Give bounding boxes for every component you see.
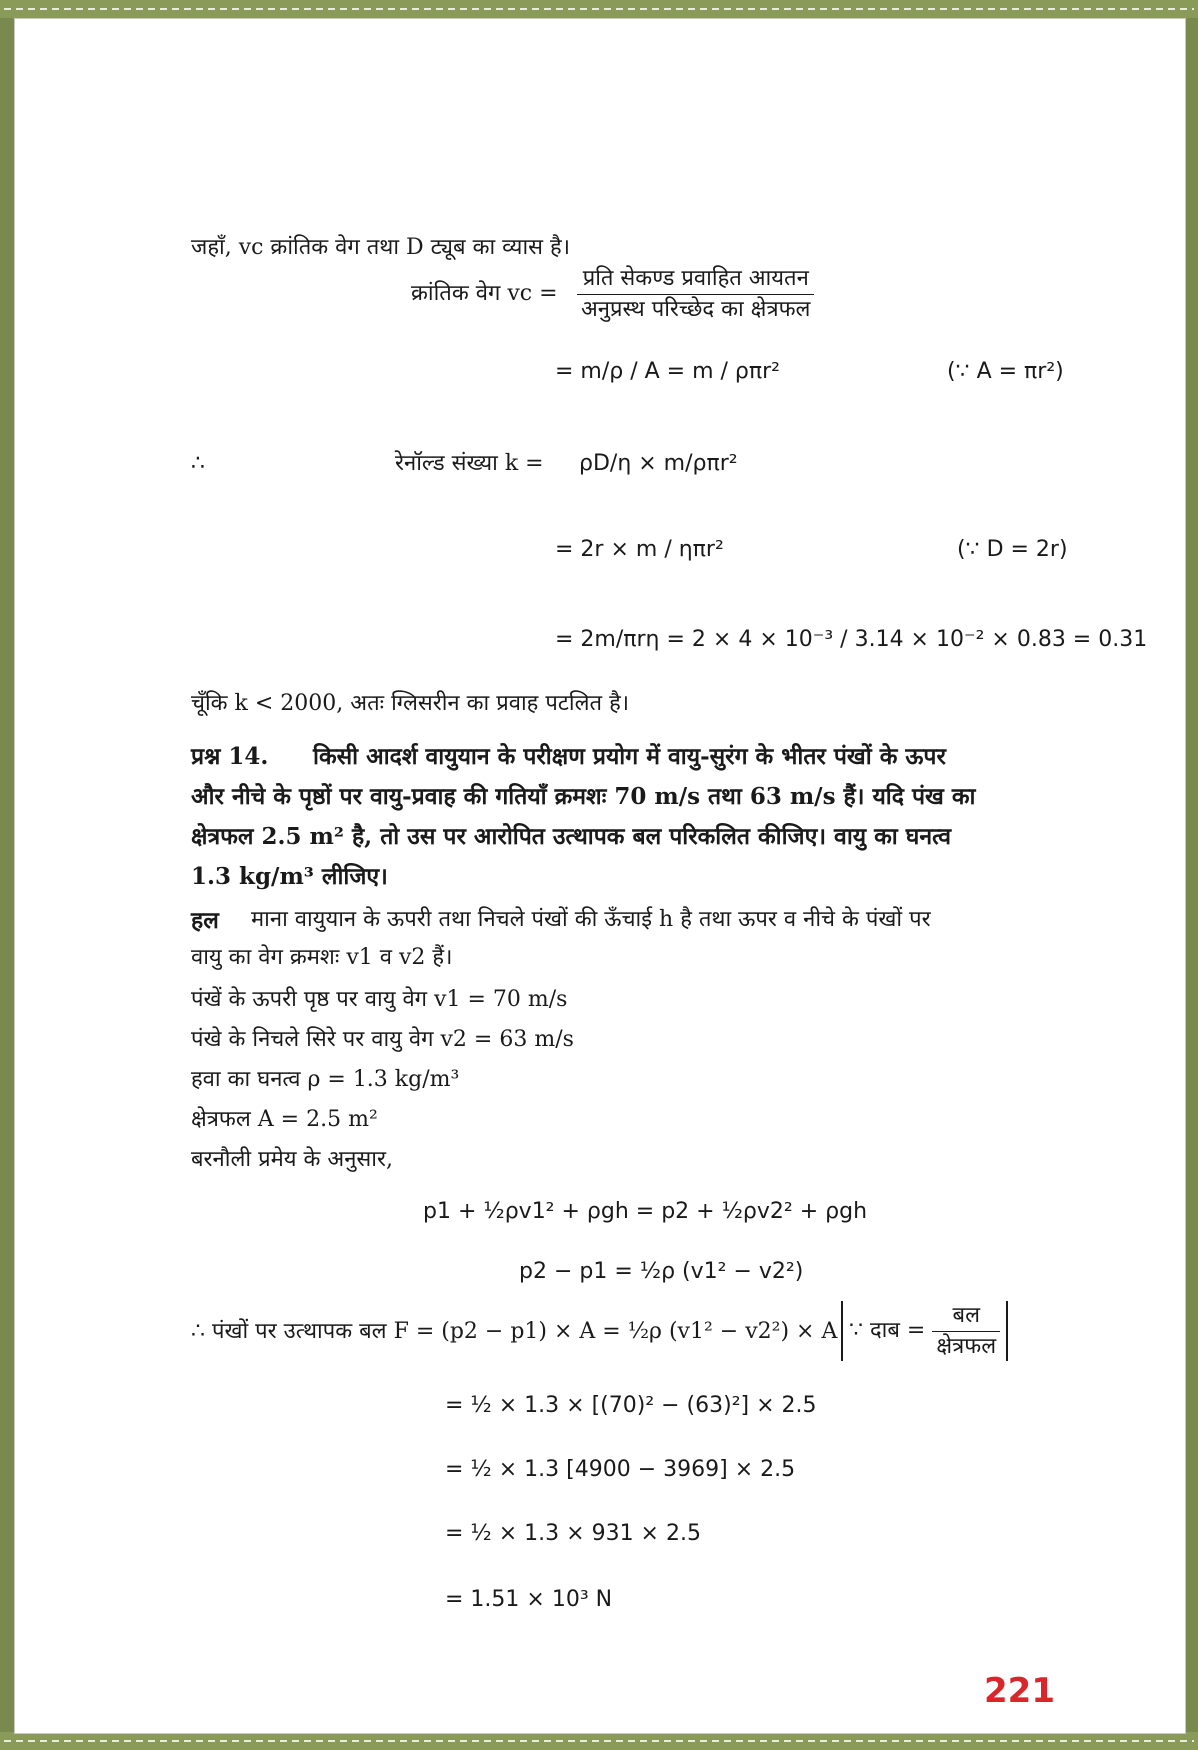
question-line4: 1.3 kg/m³ लीजिए। [191,863,388,890]
equation-2: p2 − p1 = ½ρ (v1² − v2²) [519,1259,804,1284]
calc-step1: = ½ × 1.3 × [(70)² − (63)²] × 2.5 [445,1393,817,1418]
equation-1: p1 + ½ρv1² + ρgh = p2 + ½ρv2² + ρgh [423,1199,868,1224]
page-number: 221 [984,1671,1055,1711]
question-line2: और नीचे के पृष्ठों पर वायु-प्रवाह की गतियाँ क्रमशः 70 m/s तथा 63 m/s हैं। यदि पंख का [191,783,976,810]
reynolds-expr2: = 2r × m / ηπr² [555,537,724,562]
question-line1: किसी आदर्श वायुयान के परीक्षण प्रयोग में वायु-सुरंग के भीतर पंखों के ऊपर [313,743,946,770]
pressure-note: ∵ दाब = $\frac{\text{बल}}{\text{क्षेत्रफल}}$ [841,1301,1008,1361]
question-line3: क्षेत्रफल 2.5 m² है, तो उस पर आरोपित उत्थापक बल परिकलित कीजिए। वायु का घनत्व [191,823,952,850]
reynolds-expr3: = 2m/πrη = 2 × 4 × 10⁻³ / 3.14 × 10⁻² × 0.83 = 0.31 [555,627,1148,652]
cv-step2-note: (∵ A = πr²) [947,359,1064,384]
solution-line1: माना वायुयान के ऊपरी तथा निचले पंखों की ऊँचाई h है तथा ऊपर व नीचे के पंखों पर [251,907,931,932]
solution-v2: पंखे के निचले सिरे पर वायु वेग v2 = 63 m/s [191,1027,574,1052]
force-label: ∴ पंखों पर उत्थापक बल F = (p2 − p1) × A = ½ρ (v1² − v2²) × A [191,1319,838,1344]
cv-numerator: प्रति सेकण्ड प्रवाहित आयतन [577,264,814,295]
top-border [0,0,1198,18]
page [14,18,1186,1734]
cv-denominator: अनुप्रस्थ परिच्छेद का क्षेत्रफल [581,296,811,322]
critical-velocity-label: क्रांतिक वेग vc = [411,281,558,306]
solution-bernoulli: बरनौली प्रमेय के अनुसार, [191,1147,393,1172]
calc-step2: = ½ × 1.3 [4900 − 3969] × 2.5 [445,1457,796,1482]
solution-line2: वायु का वेग क्रमशः v1 व v2 हैं। [191,945,453,970]
solution-rho: हवा का घनत्व ρ = 1.3 kg/m³ [191,1067,460,1092]
pressure-denominator: क्षेत्रफल [936,1333,997,1359]
solution-v1: पंखें के ऊपरी पृष्ठ पर वायु वेग v1 = 70 m/s [191,987,568,1012]
calc-step3: = ½ × 1.3 × 931 × 2.5 [445,1521,701,1546]
solution-head: हल [191,907,219,934]
reynolds-label: रेनॉल्ड संख्या k = [395,451,544,476]
bottom-border [0,1732,1198,1750]
reynolds-expr1: ρD/η × m/ρπr² [579,451,738,476]
solution-area: क्षेत्रफल A = 2.5 m² [191,1107,378,1132]
conclusion: चूँकि k < 2000, अतः ग्लिसरीन का प्रवाह पटलित है। [191,691,630,716]
reynolds-expr2-note: (∵ D = 2r) [957,537,1068,562]
critical-velocity-fraction [577,264,814,324]
pressure-numerator: बल [932,1301,1000,1332]
intro-line: जहाँ, vc क्रांतिक वेग तथा D ट्यूब का व्यास है। [191,235,571,260]
calc-result: = 1.51 × 10³ N [445,1587,613,1612]
cv-step2: = m/ρ / A = m / ρπr² [555,359,781,384]
therefore-symbol: ∴ [191,451,205,476]
question-number: प्रश्न 14. [191,743,269,770]
